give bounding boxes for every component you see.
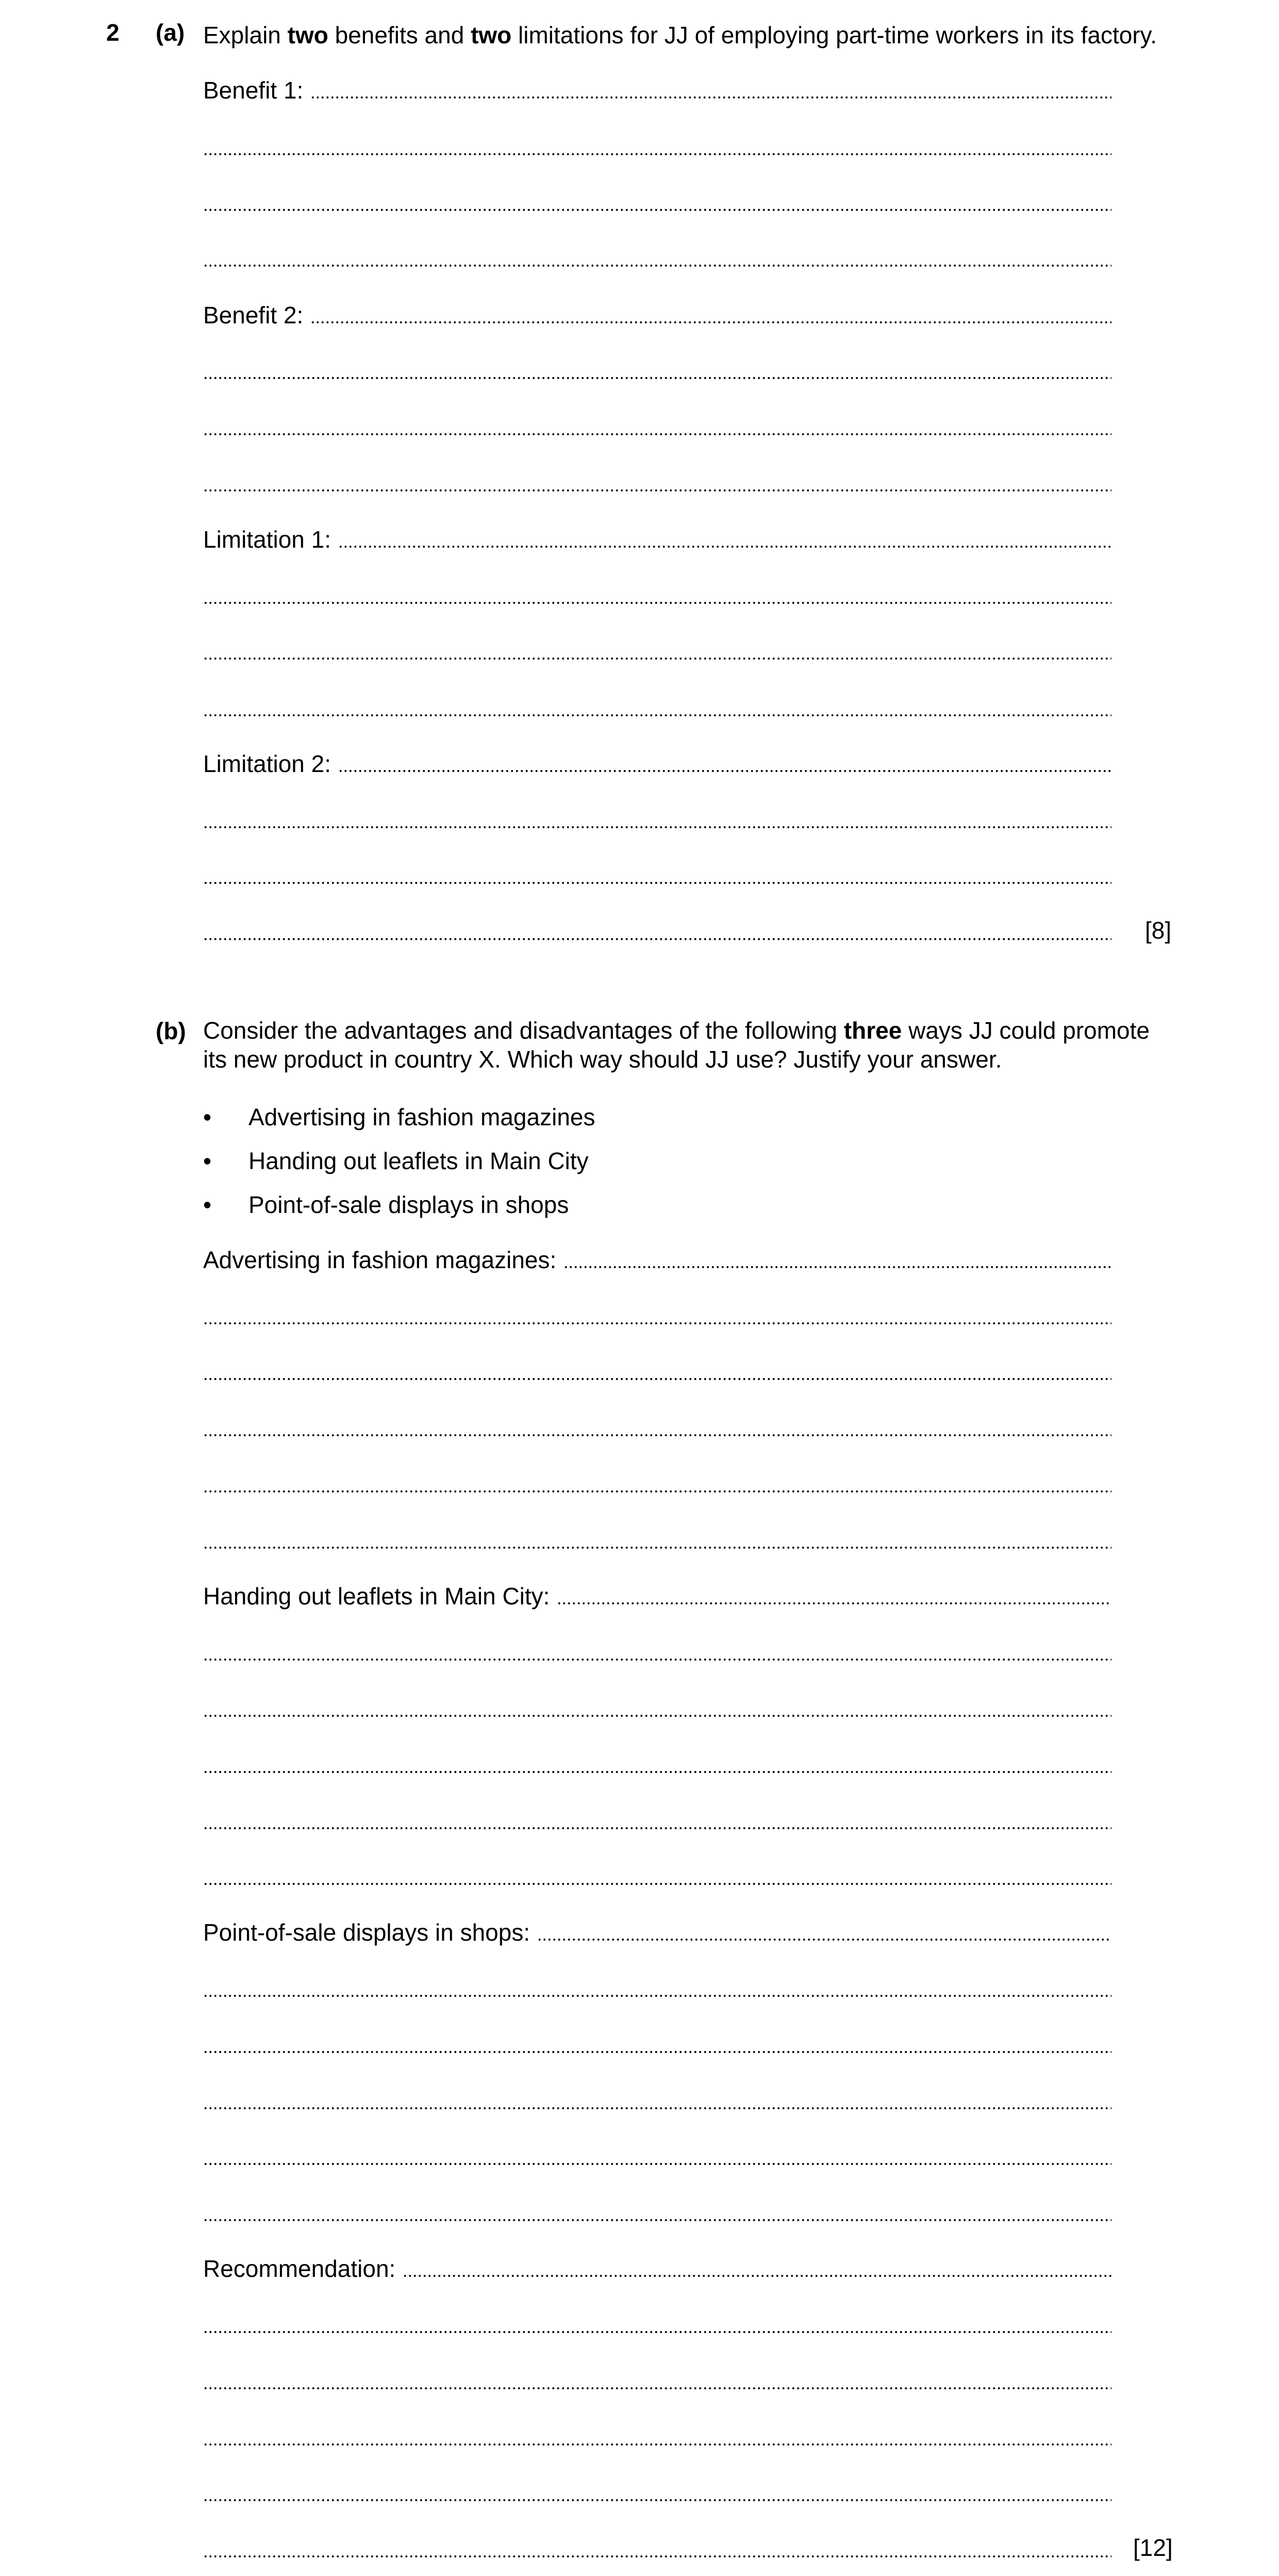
bullet-option-leaflets [203, 1149, 589, 1173]
dotted-rule [203, 208, 1111, 211]
answer-line[interactable] [203, 191, 1111, 215]
answer-label-pos: Point-of-sale displays in shops: [203, 1919, 530, 1946]
answer-line[interactable] [203, 1304, 1111, 1328]
answer-line-limitation-1[interactable] [203, 528, 1111, 551]
answer-line-recommendation[interactable] [203, 2257, 1111, 2280]
answer-line-benefit-1[interactable] [203, 78, 1111, 102]
dotted-rule [203, 1770, 1111, 1774]
answer-line[interactable] [203, 2089, 1111, 2113]
dotted-rule [203, 264, 1111, 267]
dotted-rule [203, 489, 1111, 492]
dotted-rule [310, 96, 1111, 99]
answer-line[interactable] [203, 2425, 1111, 2449]
part-a-label: (a) [156, 19, 185, 46]
dotted-rule [338, 769, 1111, 773]
answer-label-limitation-1: Limitation 1: [203, 526, 331, 553]
answer-line[interactable] [203, 2369, 1111, 2393]
answer-line-benefit-2[interactable] [203, 303, 1111, 327]
answer-line[interactable] [203, 1416, 1111, 1440]
answer-line-limitation-2[interactable] [203, 752, 1111, 776]
answer-label-recommendation: Recommendation: [203, 2255, 396, 2282]
answer-line[interactable] [203, 2481, 1111, 2505]
question-number: 2 [106, 19, 120, 46]
answer-line[interactable] [203, 1977, 1111, 2000]
dotted-rule [203, 1322, 1111, 1325]
dotted-rule [203, 1882, 1111, 1885]
option-text: Handing out leaflets in Main City [248, 1147, 589, 1174]
dotted-rule [203, 1658, 1111, 1661]
answer-line[interactable] [203, 2201, 1111, 2225]
option-text: Advertising in fashion magazines [248, 1104, 595, 1130]
dotted-rule [203, 938, 1111, 941]
bullet-icon: • [203, 1147, 212, 1174]
answer-line[interactable] [203, 247, 1111, 270]
answer-line-pos[interactable] [203, 1921, 1111, 1944]
bullet-option-pos [203, 1193, 569, 1217]
answer-line[interactable] [203, 1360, 1111, 1384]
dotted-rule [203, 601, 1111, 604]
answer-line[interactable] [203, 2313, 1111, 2337]
dotted-rule [203, 2331, 1111, 2334]
answer-line[interactable] [203, 2537, 1111, 2561]
dotted-rule [338, 545, 1111, 548]
dotted-rule [310, 321, 1111, 324]
answer-label-benefit-1: Benefit 1: [203, 77, 304, 104]
dotted-rule [203, 2050, 1111, 2054]
answer-line[interactable] [203, 639, 1111, 663]
dotted-rule [203, 2219, 1111, 2222]
bullet-icon: • [203, 1191, 212, 1218]
part-b-label: (b) [156, 1018, 186, 1044]
answer-line[interactable] [203, 1640, 1111, 1664]
answer-line[interactable] [203, 135, 1111, 159]
answer-label-leaflets: Handing out leaflets in Main City: [203, 1583, 550, 1610]
answer-line-magazines[interactable] [203, 1248, 1111, 1272]
answer-line[interactable] [203, 2145, 1111, 2169]
dotted-rule [203, 2107, 1111, 2110]
dotted-rule [203, 2499, 1111, 2502]
answer-line[interactable] [203, 1809, 1111, 1833]
answer-line[interactable] [203, 584, 1111, 608]
dotted-rule [203, 2387, 1111, 2390]
answer-line[interactable] [203, 415, 1111, 439]
dotted-rule [203, 433, 1111, 436]
answer-line[interactable] [203, 471, 1111, 495]
answer-line[interactable] [203, 1529, 1111, 1552]
dotted-rule [557, 1602, 1111, 1605]
dotted-rule [203, 1994, 1111, 1997]
answer-line[interactable] [203, 2033, 1111, 2057]
answer-line[interactable] [203, 1697, 1111, 1720]
answer-line[interactable] [203, 1753, 1111, 1777]
dotted-rule [203, 1714, 1111, 1717]
bullet-option-magazines [203, 1105, 595, 1129]
answer-line-leaflets[interactable] [203, 1584, 1111, 1608]
dotted-rule [203, 1546, 1111, 1549]
dotted-rule [203, 714, 1111, 717]
option-text: Point-of-sale displays in shops [248, 1191, 569, 1218]
answer-label-limitation-2: Limitation 2: [203, 750, 331, 777]
dotted-rule [203, 376, 1111, 380]
answer-line[interactable] [203, 864, 1111, 888]
dotted-rule [203, 881, 1111, 884]
dotted-rule [203, 1377, 1111, 1381]
dotted-rule [203, 2443, 1111, 2446]
dotted-rule [203, 2555, 1111, 2558]
answer-line[interactable] [203, 696, 1111, 720]
answer-line[interactable] [203, 1472, 1111, 1496]
dotted-rule [563, 1266, 1111, 1269]
answer-line[interactable] [203, 1865, 1111, 1889]
marks-part-a: [8] [1145, 917, 1172, 944]
answer-line[interactable] [203, 359, 1111, 383]
dotted-rule [203, 657, 1111, 660]
answer-label-benefit-2: Benefit 2: [203, 302, 304, 329]
dotted-rule [203, 1434, 1111, 1437]
part-a-prompt: Explain two benefits and two limitations for JJ of employing part-time workers in its factory. [203, 22, 1157, 48]
dotted-rule [203, 2162, 1111, 2165]
dotted-rule [203, 1490, 1111, 1493]
dotted-rule [203, 1827, 1111, 1830]
dotted-rule [203, 153, 1111, 156]
bullet-icon: • [203, 1104, 212, 1130]
answer-line[interactable] [203, 920, 1111, 944]
part-b-prompt: Consider the advantages and disadvantages of the following three ways JJ could promote its new product in country X. Which way should JJ use? Justify your answer. [203, 1017, 1150, 1073]
dotted-rule [537, 1938, 1111, 1941]
dotted-rule [403, 2274, 1111, 2277]
answer-line[interactable] [203, 808, 1111, 832]
dotted-rule [203, 826, 1111, 829]
marks-part-b: [12] [1133, 2534, 1173, 2561]
answer-label-magazines: Advertising in fashion magazines: [203, 1246, 557, 1273]
